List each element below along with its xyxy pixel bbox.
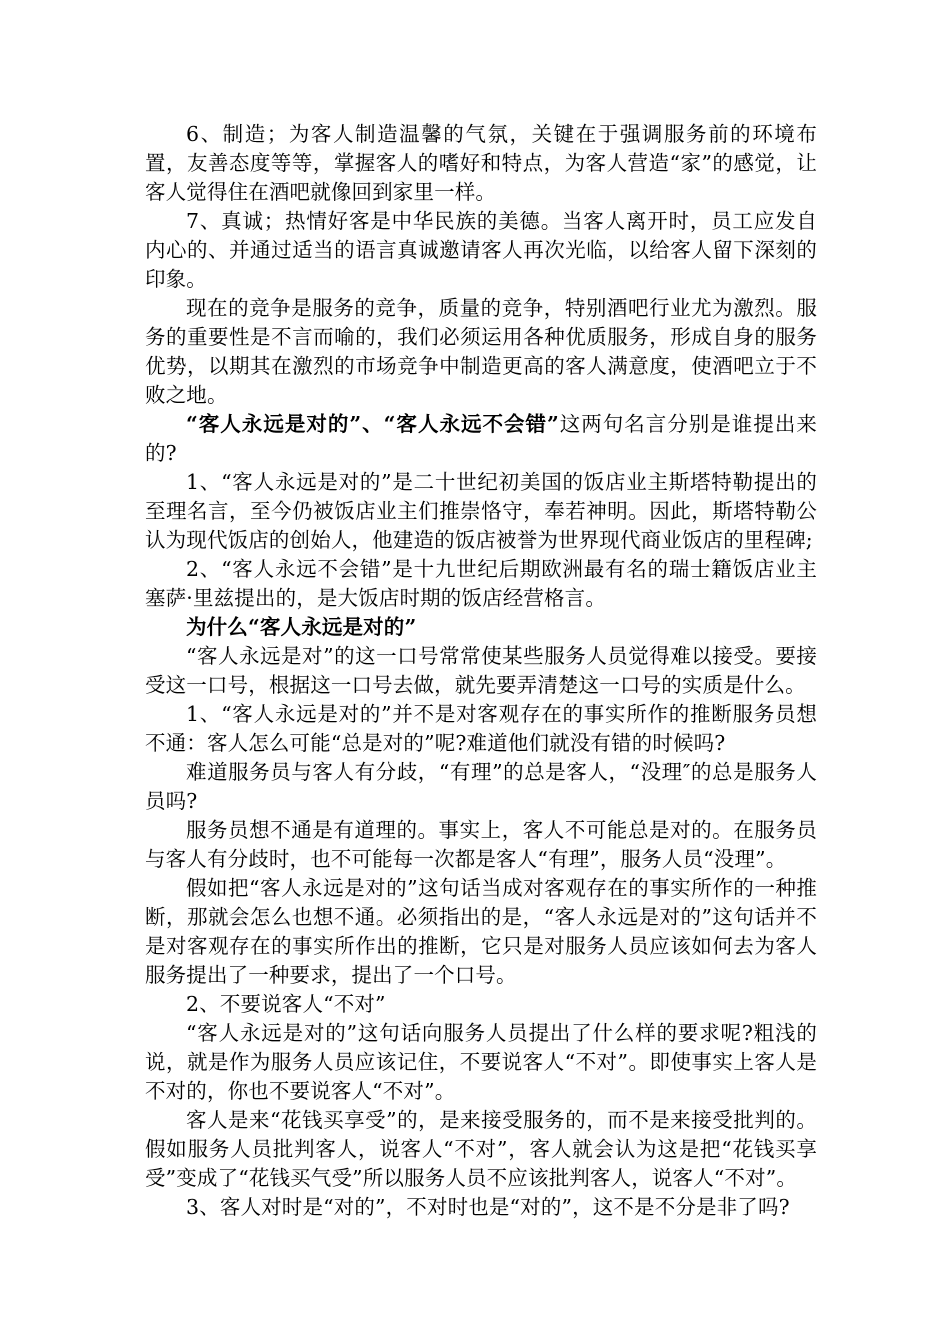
paragraph-requirement: “客人永远是对的”这句话向服务人员提出了什么样的要求呢?粗浅的说，就是作为服务人员应该记住，不要说客人“不对”。即使事实上客人是不对的，你也不要说客人“不对”。 — [145, 1021, 817, 1103]
paragraph-ritz: 2、“客人永远不会错”是十九世纪后期欧洲最有名的瑞士籍饭店业主塞萨·里兹提出的，是大饭店时期的饭店经营格言。 — [145, 557, 817, 610]
paragraph-point-2: 2、不要说客人“不对” — [186, 992, 386, 1016]
paragraph-enjoyment: 客人是来“花钱买享受”的，是来接受服务的，而不是来接受批判的。假如服务人员批判客人，说客人“不对”，客人就会认为这是把“花钱买享受”变成了“花钱买气受”所以服务人员不应该批判客人，说客人“不对”。 — [145, 1108, 817, 1190]
paragraph-disagreement: 难道服务员与客人有分歧，“有理”的总是客人，“没理″的总是服务人员吗? — [145, 760, 817, 813]
paragraph-point-1: 1、“客人永远是对的”并不是对客观存在的事实所作的推断服务员想不通：客人怎么可能“总是对的”呢?难道他们就没有错的时候吗? — [145, 702, 817, 755]
paragraph-slogan-acceptance: “客人永远是对”的这一口号常常使某些服务人员觉得难以接受。要接受这一口号，根据这一口号去做，就先要弄清楚这一口号的实质是什么。 — [145, 644, 817, 697]
paragraph-reasonable: 服务员想不通是有道理的。事实上，客人不可能总是对的。在服务员与客人有分歧时，也不可能每一次都是客人“有理”，服务人员“没理”。 — [145, 818, 817, 871]
slogan-heading: “客人永远是对的”、“客人永远不会错” — [186, 412, 559, 436]
paragraph-statler: 1、“客人永远是对的”是二十世纪初美国的饭店业主斯塔特勒提出的至理名言，至今仍被饭店业主们推崇恪守，奉若神明。因此，斯塔特勒公认为现代饭店的创始人，他建造的饭店被誉为世界现代商业饭店的里程碑; — [145, 470, 817, 552]
document-body — [145, 120, 817, 1222]
paragraph-point-7: 7、真诚；热情好客是中华民族的美德。当客人离开时，员工应发自内心的、并通过适当的语言真诚邀请客人再次光临，以给客人留下深刻的印象。 — [145, 209, 817, 291]
paragraph-slogan-question — [145, 410, 817, 468]
paragraph-point-3: 3、客人对时是“对的”，不对时也是“对的”，这不是不分是非了吗? — [186, 1195, 790, 1219]
paragraph-competition: 现在的竞争是服务的竞争，质量的竞争，特别酒吧行业尤为激烈。服务的重要性是不言而喻的，我们必须运用各种优质服务，形成自身的服务优势，以期其在激烈的市场竞争中制造更高的客人满意度，使酒吧立于不败之地。 — [145, 296, 817, 407]
section-heading-why: 为什么“客人永远是对的” — [186, 615, 417, 639]
slogan-question-text: 这两句名言分别是谁提出来的? — [145, 412, 817, 465]
paragraph-inference: 假如把“客人永远是对的”这句话当成对客观存在的事实所作的一种推断，那就会怎么也想不通。必须指出的是，“客人永远是对的”这句话并不是对客观存在的事实所作出的推断，它只是对服务人员应该如何去为客人服务提出了一种要求，提出了一个口号。 — [145, 876, 817, 987]
paragraph-point-6: 6、制造；为客人制造温馨的气氛，关键在于强调服务前的环境布置，友善态度等等，掌握客人的嗜好和特点，为客人营造“家”的感觉，让客人觉得住在酒吧就像回到家里一样。 — [145, 122, 817, 204]
